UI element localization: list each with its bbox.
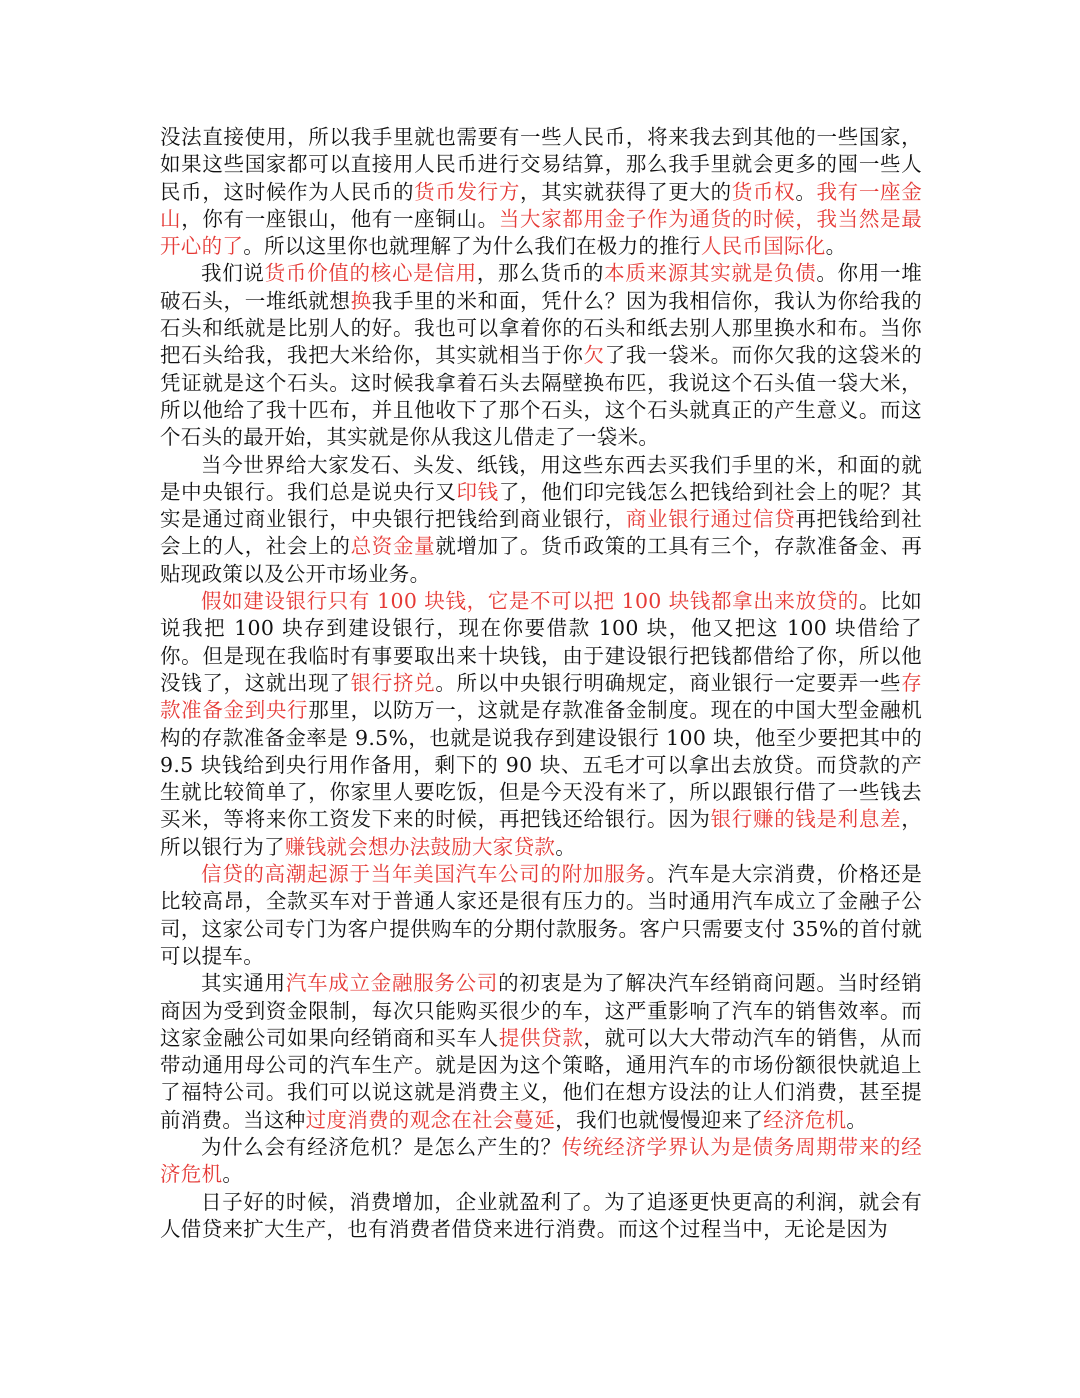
paragraph-7: [160, 1134, 922, 1189]
body-text: 了，他们印完钱怎么把钱给到社会上的呢？其实是通过商业银行，中央银行把钱给到商业银行，: [160, 479, 923, 532]
body-text: ，所以银行为了: [160, 807, 922, 859]
body-text: ，那么货币的: [476, 261, 605, 286]
highlighted-text: 货币价值的核心是信用: [264, 261, 477, 286]
body-text: ，其实就获得了更大的: [520, 179, 732, 204]
highlighted-text: 赚钱就会想办法鼓励大家贷款: [284, 834, 556, 859]
highlighted-text: 印钱: [456, 479, 499, 504]
body-text: 。汽车是大宗消费，价格还是比较高昂，全款买车对于普通人家还是很有压力的。当时通用汽车成立了金融子公司，这家公司专门为客户提供购车的分期付款服务。客户只需要支付 35%的首付就可以提车。: [160, 862, 922, 968]
highlighted-text: 信贷的高潮起源于当年美国汽车公司的附加服务: [201, 862, 647, 887]
body-text: 没法直接使用，所以我手里就也需要有一些人民币，将来我去到其他的一些国家，如果这些国家都可以直接用人民币进行交易结算，那么我手里就会更多的囤一些人民币，这时候作为人民币的: [160, 125, 922, 204]
body-text: 。比如说我把 100 块存到建设银行，现在你要借款 100 块，他又把这 100 块借给了你。但是现在我临时有事要取出来十块钱，由于建设银行把钱都借给了你，所以他没钱了，这就出现了: [160, 589, 922, 695]
highlighted-text: 假如建设银行只有 100 块钱，它是不可以把 100 块钱都拿出来放贷的: [201, 589, 859, 614]
body-text: 当今世界给大家发石、头发、纸钱，用这些东西去买我们手里的米，和面的就是中央银行。我们总是说央行又: [160, 452, 922, 504]
highlighted-text: 货币权: [731, 179, 796, 204]
highlighted-text: 商业银行通过信贷: [625, 507, 796, 532]
highlighted-text: 传统经济学界认为是债务周期带来的经济危机: [160, 1134, 922, 1187]
highlighted-text: 存款准备金到央行: [160, 670, 923, 723]
document-page: [160, 124, 922, 1243]
body-text: 其实通用: [201, 971, 286, 996]
body-text: 再把钱给到社会上的人，社会上的: [160, 507, 922, 559]
highlighted-text: 过度消费的观念在社会蔓延: [305, 1107, 556, 1132]
body-text: 了我一袋米。而你欠我的这袋米的凭证就是这个石头。这时候我拿着石头去隔壁换布匹，我说这个石头值一袋大米，所以他给了我十匹布，并且他收下了那个石头，这个石头就真正的产生意义。而这个石头的最开始，其实就是你从我这儿借走了一袋米。: [160, 343, 923, 450]
body-text: 。你用一堆破石头，一堆纸就想: [160, 261, 923, 313]
body-text: 日子好的时候，消费增加，企业就盈利了。为了追逐更快更高的利润，就会有人借贷来扩大生产，也有消费者借贷来进行消费。而这个过程当中，无论是因为: [160, 1189, 922, 1241]
highlighted-text: 货币发行方: [414, 179, 521, 204]
body-text: 。: [555, 834, 577, 859]
body-text: 我们说: [201, 261, 265, 286]
highlighted-text: 汽车成立金融服务公司: [285, 971, 499, 996]
highlighted-text: 换: [350, 288, 372, 313]
highlighted-text: 我有一座金山: [160, 179, 923, 231]
body-text: 。: [795, 179, 817, 204]
body-text: ，就可以大大带动汽车的销售，从而带动通用母公司的汽车生产。就是因为这个策略，通用汽车的市场份额很快就追上了福特公司。我们可以说这就是消费主义，他们在想方设法的让人们消费，甚至提前消费。当这种: [160, 1025, 922, 1132]
highlighted-text: 银行赚的钱是利息差: [710, 807, 902, 832]
body-text: 我手里的米和面，凭什么？因为我相信你，我认为你给我的石头和纸就是比别人的好。我也可以拿着你的石头和纸去别人那里换水和布。当你把石头给我，我把大米给你，其实就相当于你: [160, 288, 922, 368]
body-text: 。: [825, 234, 847, 259]
paragraph-5: [160, 861, 922, 970]
body-text: 为什么会有经济危机？是怎么产生的？: [201, 1134, 562, 1159]
body-text: 。所以中央银行明确规定，商业银行一定要弄一些: [435, 670, 902, 695]
highlighted-text: 本质来源其实就是负债: [604, 261, 817, 286]
paragraph-8: [160, 1189, 922, 1244]
paragraph-6: [160, 970, 922, 1134]
body-text: 。所以这里你也就理解了为什么我们在极力的推行: [243, 234, 701, 259]
highlighted-text: 总资金量: [350, 534, 436, 559]
body-text: 。: [846, 1107, 868, 1132]
paragraph-4: [160, 588, 922, 861]
body-text: 的初衷是为了解决汽车经销商问题。当时经销商因为受到资金限制，每次只能购买很少的车，这严重影响了汽车的销售效率。而这家金融公司如果向经销商和买车人: [160, 971, 923, 1050]
body-text: ，你有一座银山，他有一座铜山。: [181, 206, 499, 231]
highlighted-text: 银行挤兑: [350, 670, 436, 695]
highlighted-text: 人民币国际化: [700, 234, 826, 259]
body-text: 。: [222, 1162, 244, 1187]
body-text: 那里，以防万一，这就是存款准备金制度。现在的中国大型金融机构的存款准备金率是 9.5%，也就是说我存到建设银行 100 块，他至少要把其中的 9.5 块钱给到央行用作备用，剩下的 90 块、五毛才可以拿出去放贷。而贷款的产生就比较简单了，你家里人要吃饭，但是今天没有米了，所以跟银行借了一些钱去买米，等将来你工资发下来的时候，再把钱还给银行。因为: [160, 698, 922, 832]
highlighted-text: 经济危机: [763, 1107, 847, 1132]
highlighted-text: 提供贷款: [498, 1025, 584, 1050]
body-text: ，我们也就慢慢迎来了: [555, 1107, 764, 1132]
paragraph-3: [160, 452, 922, 588]
body-text: 就增加了。货币政策的工具有三个，存款准备金、再贴现政策以及公开市场业务。: [160, 534, 923, 586]
paragraph-2: [160, 260, 922, 451]
highlighted-text: 当大家都用金子作为通货的时候，我当然是最开心的了: [160, 206, 923, 259]
highlighted-text: 欠: [583, 343, 605, 368]
paragraph-1: [160, 124, 922, 260]
